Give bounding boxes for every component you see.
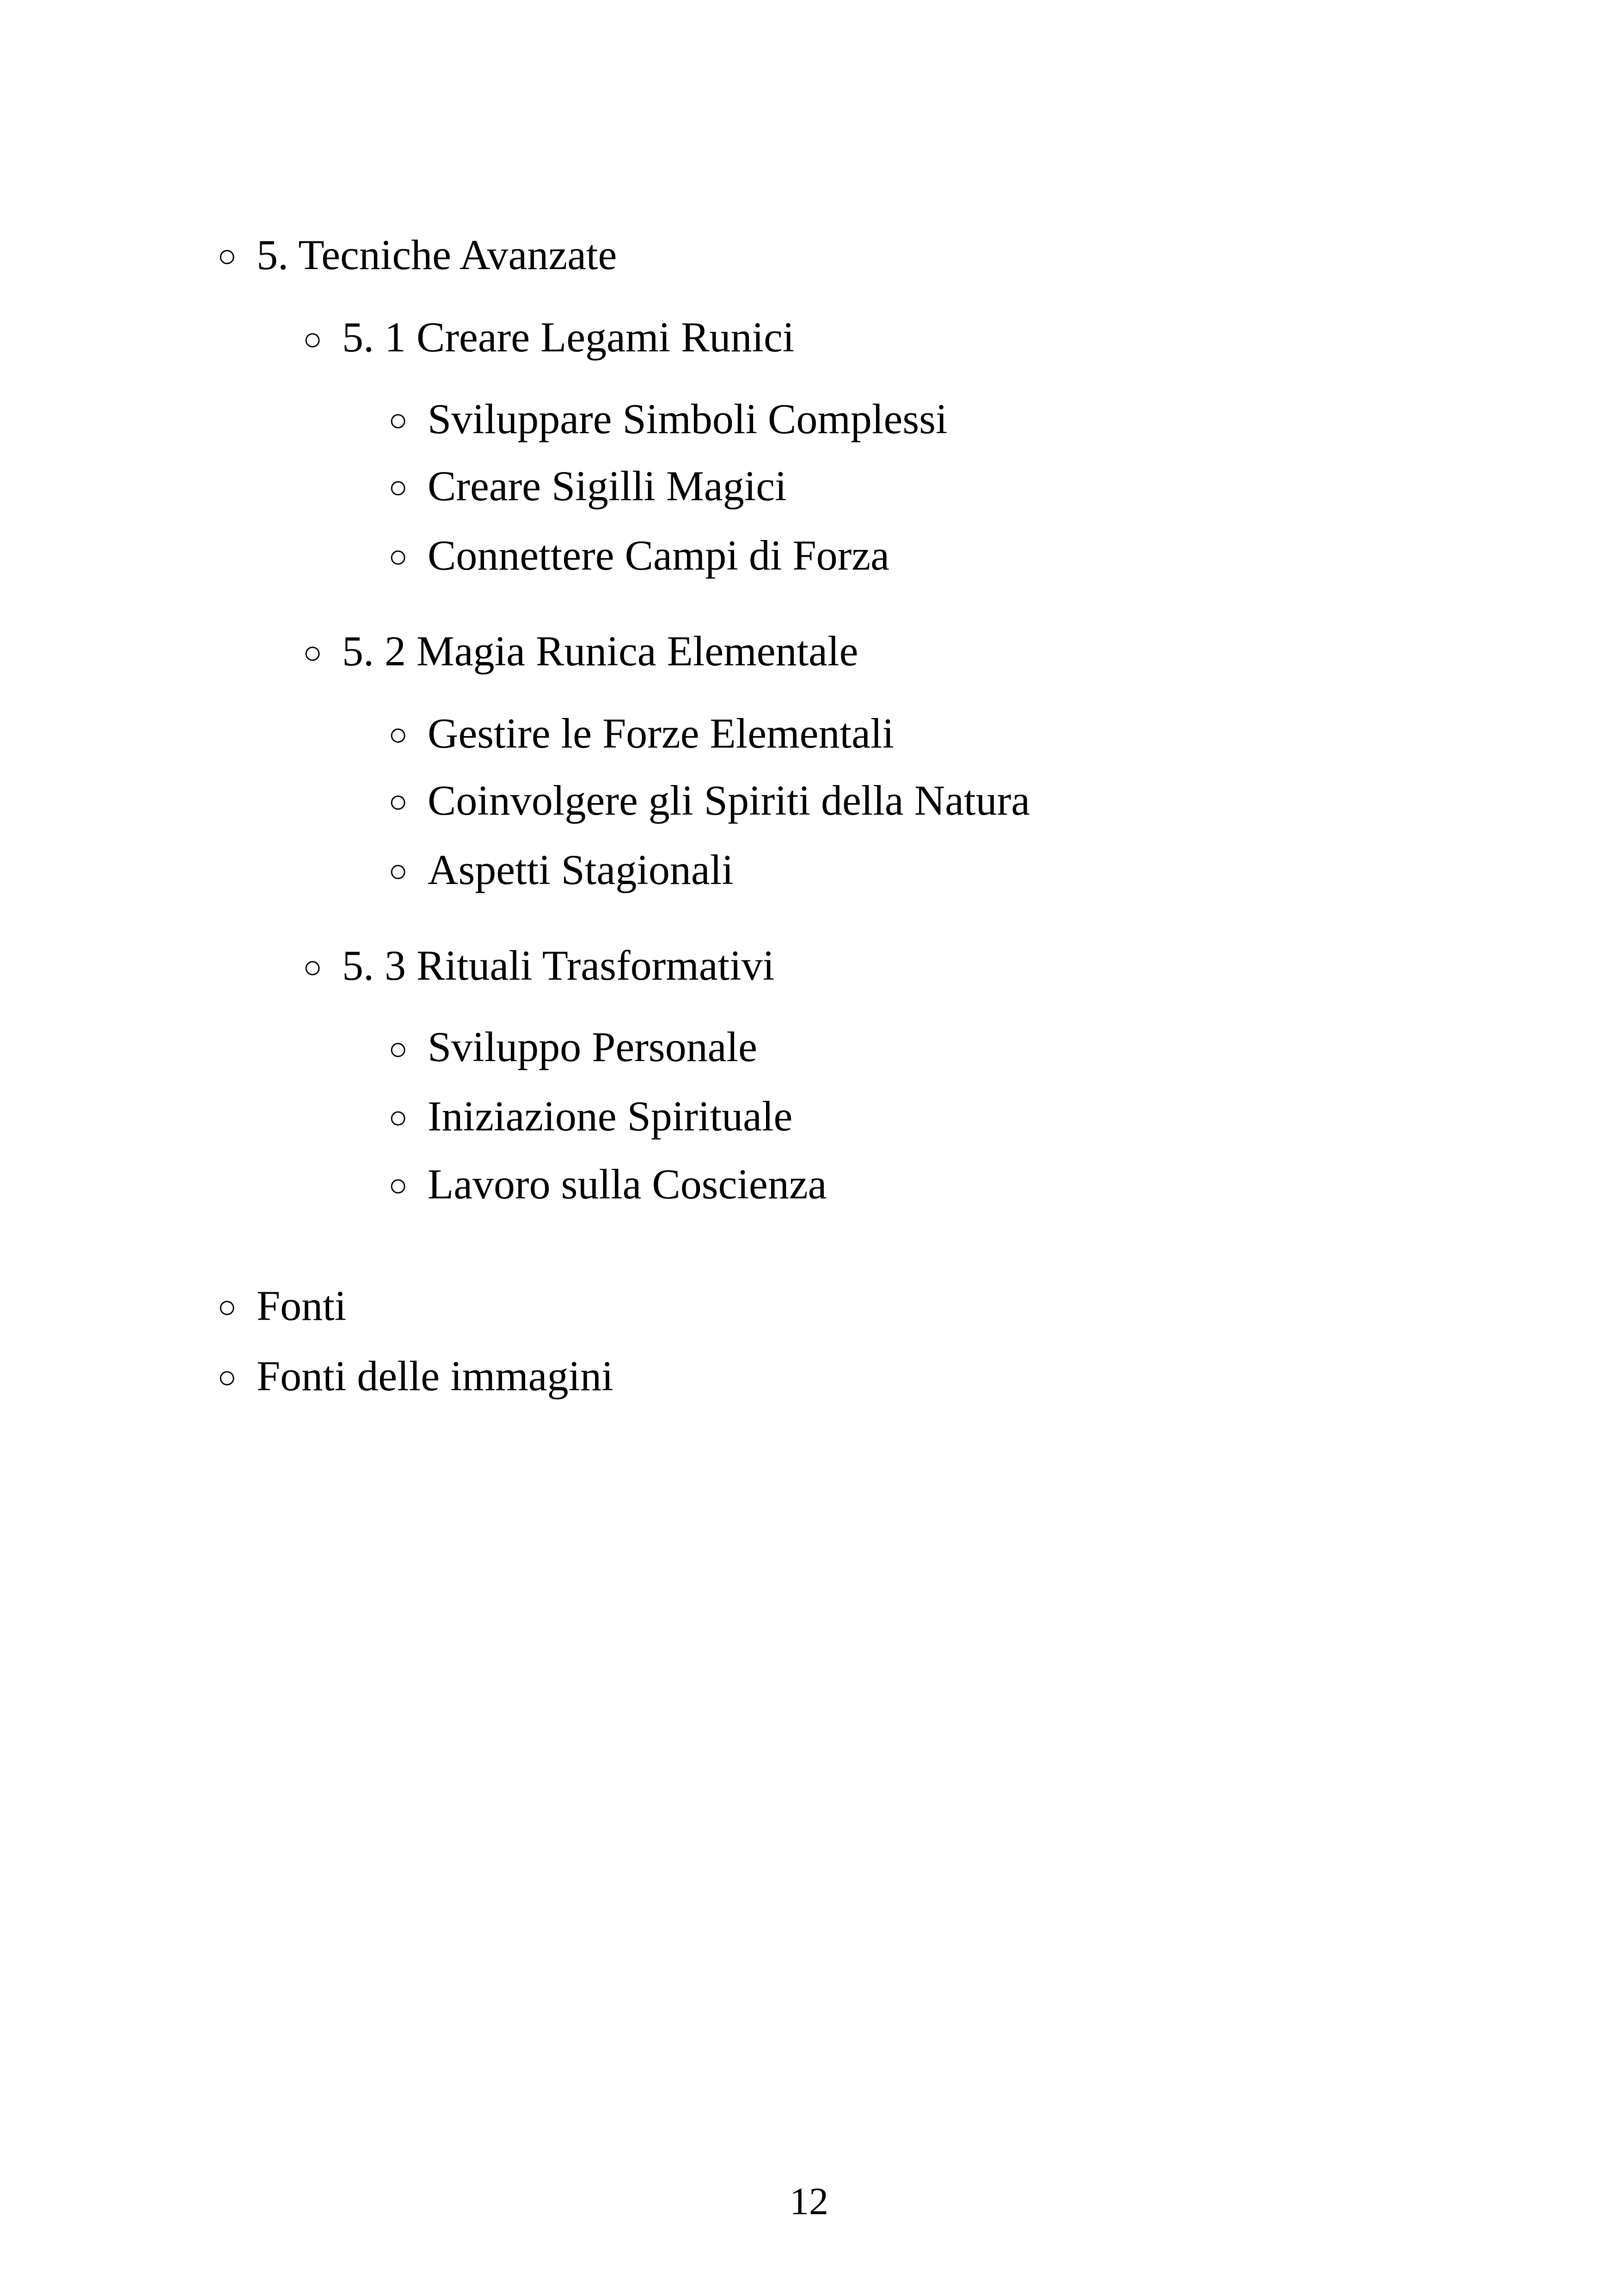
toc-entry-section-5-1[interactable]: 5. 1 Creare Legami Runici [342,313,795,361]
bullet-icon: ○ [303,950,323,985]
bullet-icon: ○ [217,239,237,274]
bullet-icon: ○ [388,403,408,438]
toc-entry-coinvolgere-spiriti[interactable]: Coinvolgere gli Spiriti della Natura [428,777,1030,824]
bullet-icon: ○ [217,1360,237,1395]
toc-entry-aspetti-stagionali[interactable]: Aspetti Stagionali [428,846,734,893]
bullet-icon: ○ [388,470,408,505]
toc-entry-connettere-campi[interactable]: Connettere Campi di Forza [428,532,889,579]
toc-entry-iniziazione-spirituale[interactable]: Iniziazione Spirituale [428,1093,793,1140]
toc-entry-section-5-2[interactable]: 5. 2 Magia Runica Elementale [342,627,858,675]
bullet-icon: ○ [388,1100,408,1136]
page-number: 12 [790,2180,828,2223]
bullet-icon: ○ [303,635,323,671]
toc-entry-creare-sigilli[interactable]: Creare Sigilli Magici [428,462,787,510]
toc-entry-lavoro-coscienza[interactable]: Lavoro sulla Coscienza [428,1160,827,1208]
bullet-icon: ○ [303,322,323,357]
toc-entry-fonti-immagini[interactable]: Fonti delle immagini [257,1352,613,1400]
toc-entry-sviluppare-simboli[interactable]: Sviluppare Simboli Complessi [428,395,948,442]
bullet-icon: ○ [388,853,408,889]
bullet-icon: ○ [388,784,408,820]
bullet-icon: ○ [388,1031,408,1067]
toc-entry-fonti[interactable]: Fonti [257,1282,347,1329]
toc-entry-section-5-3[interactable]: 5. 3 Rituali Trasformativi [342,942,775,989]
bullet-icon: ○ [388,717,408,753]
toc-entry-gestire-forze[interactable]: Gestire le Forze Elementali [428,710,895,757]
toc-entry-sviluppo-personale[interactable]: Sviluppo Personale [428,1023,757,1070]
toc-entry-section-5[interactable]: 5. Tecniche Avanzate [257,231,617,278]
bullet-icon: ○ [388,1168,408,1203]
bullet-icon: ○ [217,1289,237,1325]
bullet-icon: ○ [388,539,408,575]
